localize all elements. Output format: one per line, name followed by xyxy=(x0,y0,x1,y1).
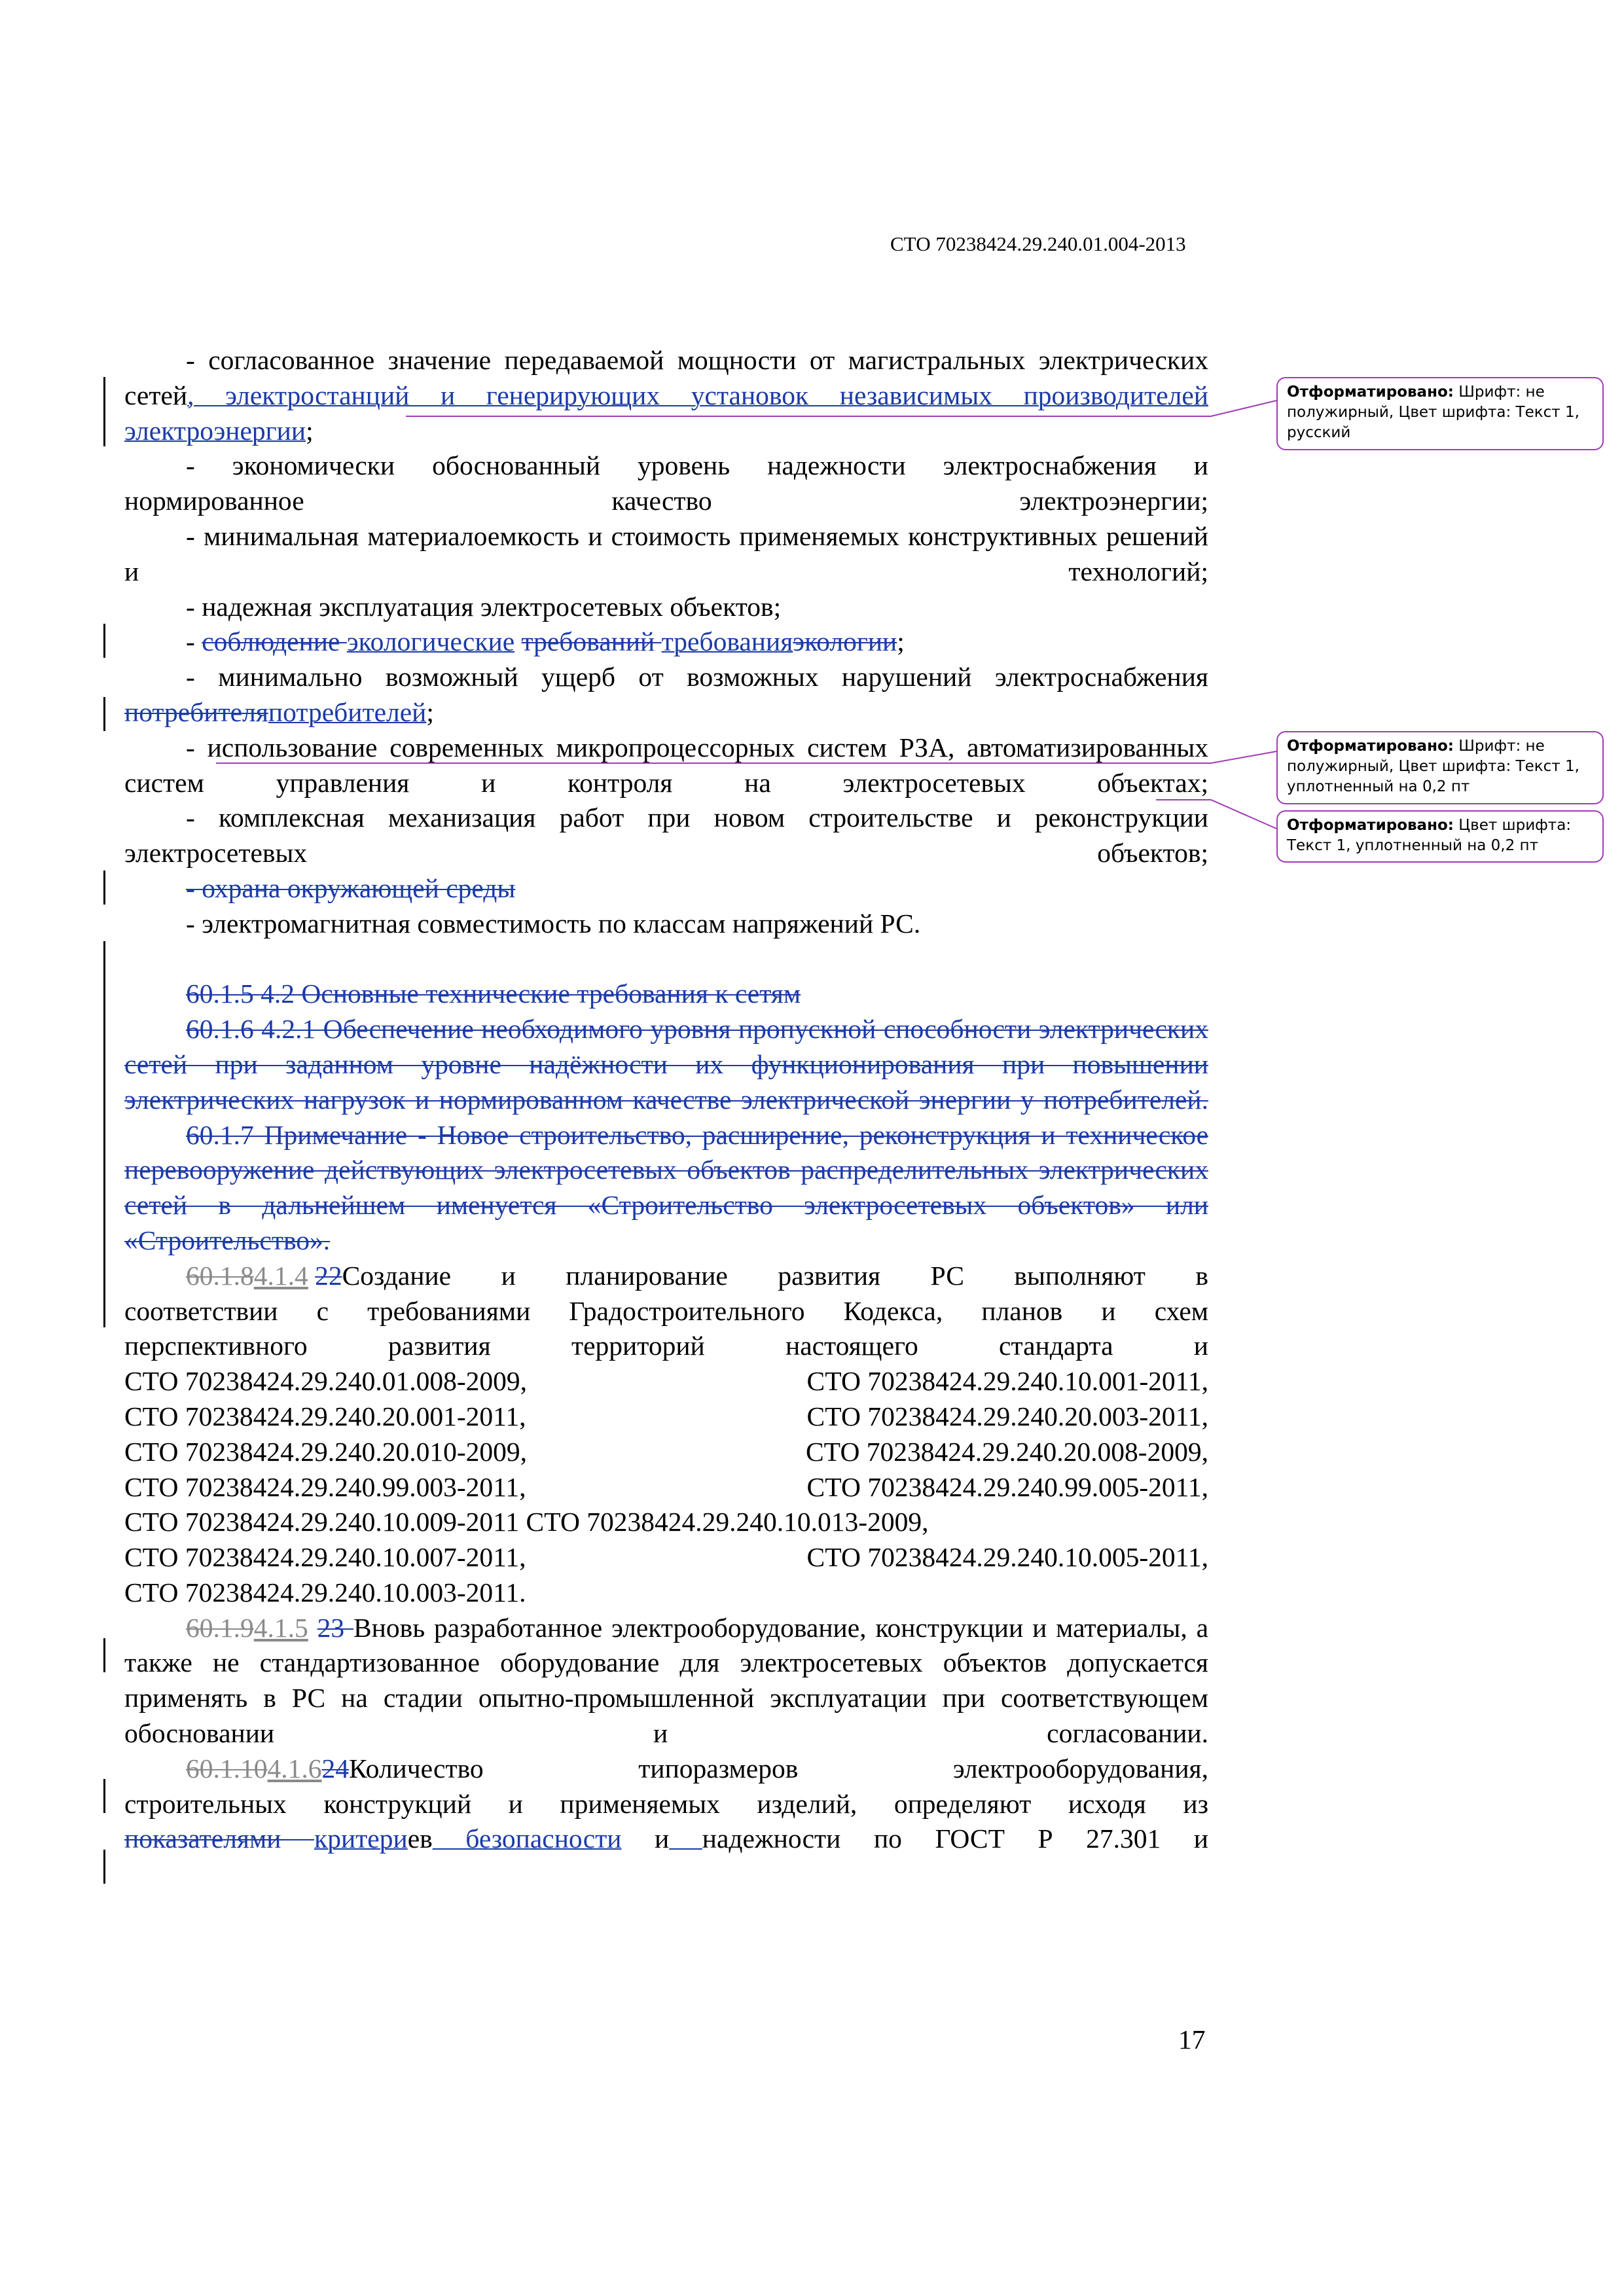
list-item: - соблюдение экологические требований требованияэкологии; xyxy=(186,626,905,657)
change-bar xyxy=(103,1779,105,1813)
clause-4-1-6-line: строительных конструкций и применяемых изделий, определяют исходя из xyxy=(124,1788,1208,1819)
deleted-number: 23 xyxy=(317,1612,353,1643)
standard-row: СТО 70238424.29.240.10.009-2011 СТО 70238424.29.240.10.013-2009, xyxy=(124,1507,929,1537)
deleted-number: 22 xyxy=(315,1260,342,1291)
document-header-code: СТО 70238424.29.240.01.004-2013 xyxy=(890,232,1186,255)
old-clause-number: 60.1.10 xyxy=(186,1753,268,1784)
deleted-paragraph: 60.1.6 4.2.1 Обеспечение необходимого уровня пропускной способности электрических сетей при заданном уровне надёжности их функционирования при повышении электрических нагрузок и нормированном качестве электрической энергии у потребителей. xyxy=(124,1014,1208,1115)
clause-4-1-4-line: перспективного развития территорий настоящего стандарта и xyxy=(124,1331,1208,1361)
deleted-text: потребителя xyxy=(124,696,268,727)
format-comment-balloon[interactable]: Отформатировано: Шрифт: не полужирный, Цвет шрифта: Текст 1, уплотненный на 0,2 пт xyxy=(1276,731,1604,804)
standard-row: СТО 70238424.29.240.01.008-2009, СТО 70238424.29.240.10.001-2011, xyxy=(124,1366,1208,1397)
change-bar xyxy=(103,1638,105,1672)
clause-4-1-4-first-line: 60.1.84.1.4 22 Создание и планирование развития РС выполняют в xyxy=(186,1260,1208,1291)
deleted-number: 24 xyxy=(321,1753,349,1784)
format-comment-balloon[interactable]: Отформатировано: Цвет шрифта: Текст 1, уплотненный на 0,2 пт xyxy=(1276,810,1604,863)
deleted-text: экологии xyxy=(793,626,897,657)
standard-row: СТО 70238424.29.240.20.001-2011, СТО 70238424.29.240.20.003-2011, xyxy=(124,1401,1208,1431)
inserted-text: критери xyxy=(314,1823,408,1854)
clause-number: 4.1.4 xyxy=(253,1260,308,1291)
deleted-text: показателями xyxy=(124,1823,315,1854)
deleted-text: требований xyxy=(521,626,662,657)
standard-row: СТО 70238424.29.240.10.007-2011, СТО 70238424.29.240.10.005-2011, xyxy=(124,1542,1208,1573)
clause-4-1-4-line: соответствии с требованиями Градостроительного Кодекса, планов и схем xyxy=(124,1295,1208,1326)
clause-number: 4.1.6 xyxy=(267,1753,322,1784)
inserted-text: , электростанций и генерирующих установок независимых производителей электроэнергии xyxy=(124,380,1208,446)
clause-4-1-5: 60.1.94.1.5 23 Вновь разработанное электрооборудование, конструкции и материалы, а также не стандартизованное оборудование для электросетевых объектов допускается применять в РС на стадии опытно-промышленной эксплуатации при соответствующем обосновании и согласовании. xyxy=(124,1612,1209,1749)
deleted-blank-line xyxy=(124,942,1208,977)
page-number: 17 xyxy=(1178,2024,1206,2054)
change-bar xyxy=(103,870,105,905)
clause-4-1-6-line: показателями критериев безопасности и надежности по ГОСТ Р 27.301 и xyxy=(124,1823,1209,1854)
list-item: - экономически обоснованный уровень надежности электроснабжения и нормированное качество электроэнергии; xyxy=(124,450,1208,516)
inserted-text: экологические xyxy=(346,626,515,657)
standard-row: СТО 70238424.29.240.10.003-2011. xyxy=(124,1577,526,1607)
format-comment-balloon[interactable]: Отформатировано: Шрифт: не полужирный, Цвет шрифта: Текст 1, русский xyxy=(1276,377,1604,450)
old-clause-number: 60.1.8 xyxy=(186,1260,254,1291)
standard-row: СТО 70238424.29.240.20.010-2009, СТО 70238424.29.240.20.008-2009, xyxy=(124,1436,1208,1467)
change-bar xyxy=(103,624,105,658)
deleted-heading: 60.1.5 4.2 Основные технические требования к сетям xyxy=(186,978,801,1009)
change-bar xyxy=(103,697,105,731)
change-bar xyxy=(103,941,105,1327)
clause-number: 4.1.5 xyxy=(253,1612,308,1643)
clause-4-1-6-first-line: 60.1.104.1.624 Количество типоразмеров электрооборудования, xyxy=(186,1753,1208,1784)
standard-row: СТО 70238424.29.240.99.003-2011, СТО 70238424.29.240.99.005-2011, xyxy=(124,1471,1208,1502)
inserted-text: потребителей xyxy=(268,696,427,727)
list-item: - согласованное значение передаваемой мощности от магистральных электрических сетей, электростанций и генерирующих установок независимых производителей электроэнергии; xyxy=(124,345,1208,446)
document-body xyxy=(124,343,1208,1857)
list-item: - комплексная механизация работ при новом строительстве и реконструкции электросетевых объектов; xyxy=(124,802,1208,869)
list-item: - электромагнитная совместимость по классам напряжений РС. xyxy=(186,908,921,939)
list-item: - минимально возможный ущерб от возможных нарушений электроснабжения потребителяпотребителей; xyxy=(124,662,1208,727)
inserted-text xyxy=(669,1823,702,1854)
inserted-text: требования xyxy=(661,626,793,657)
deleted-paragraph: 60.1.7 Примечание - Новое строительство, расширение, реконструкция и техническое перевооружение действующих электросетевых объектов распределительных электрических сетей в дальнейшем именуется «Строительство электросетевых объектов» или «Строительство». xyxy=(124,1119,1208,1255)
old-clause-number: 60.1.9 xyxy=(186,1612,254,1643)
list-item: - использование современных микропроцессорных систем РЗА, автоматизированных систем управления и контроля на электросетевых объектах; xyxy=(124,732,1208,798)
list-item: - надежная эксплуатация электросетевых объектов; xyxy=(186,591,782,622)
deleted-text: соблюдение xyxy=(202,626,347,657)
deleted-list-item: - охрана окружающей среды xyxy=(186,872,516,903)
change-bar xyxy=(103,377,105,446)
list-item: - минимальная материалоемкость и стоимость применяемых конструктивных решений и технологий; xyxy=(124,520,1208,586)
change-bar xyxy=(103,1850,105,1884)
inserted-text: безопасности xyxy=(432,1823,622,1854)
